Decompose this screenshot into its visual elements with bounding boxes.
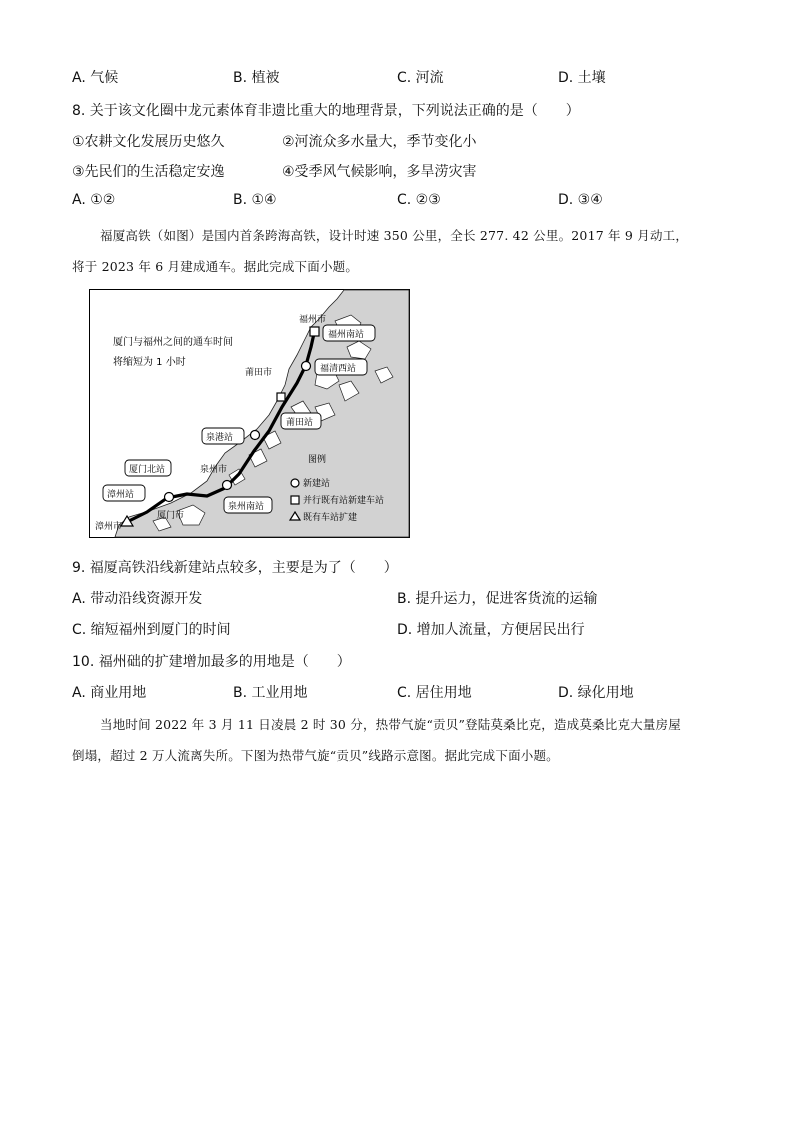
q7-option-a: A. 气候 <box>72 70 119 86</box>
q7-option-d: D. 土壤 <box>558 70 606 86</box>
station-xiamen-north: 厦门北站 <box>129 465 166 475</box>
map-note-line1: 厦门与福州之间的通车时间 <box>113 337 233 348</box>
xiamen-north-marker <box>165 493 174 502</box>
q10-option-a: A. 商业用地 <box>72 685 147 701</box>
q10-stem: 10. 福州础的扩建增加最多的用地是（ ） <box>72 654 351 670</box>
fuqing-west-marker <box>302 362 311 371</box>
q7-option-c: C. 河流 <box>397 70 444 86</box>
fuzhou-xiamen-railway-map <box>89 289 410 538</box>
passage2-line1: 当地时间 2022 年 3 月 11 日凌晨 2 时 30 分，热带气旋“贡贝”登陆莫桑比克，造成莫桑比克大量房屋 <box>100 717 681 732</box>
q8-item-3: ③先民们的生活稳定安逸 <box>72 164 225 180</box>
q8-option-a: A. ①② <box>72 192 116 208</box>
station-quangang: 泉港站 <box>206 433 234 443</box>
q8-option-d: D. ③④ <box>558 192 603 208</box>
station-zhangzhou: 漳州站 <box>107 490 135 500</box>
q10-option-d: D. 绿化用地 <box>558 685 634 701</box>
quangang-marker <box>251 431 260 440</box>
passage1-line1: 福厦高铁（如图）是国内首条跨海高铁，设计时速 350 公里，全长 277. 42 公里。2017 年 9 月动工， <box>100 228 689 243</box>
q9-option-c: C. 缩短福州到厦门的时间 <box>72 622 231 638</box>
legend-circle-icon <box>291 479 299 487</box>
q8-item-2: ②河流众多水量大，季节变化小 <box>282 134 477 150</box>
city-quanzhou: 泉州市 <box>200 465 228 475</box>
q8-option-b: B. ①④ <box>233 192 277 208</box>
q8-option-c: C. ②③ <box>397 192 441 208</box>
putian-marker <box>277 393 285 401</box>
fuzhou-south-marker <box>310 327 319 336</box>
station-quanzhou-south: 泉州南站 <box>228 502 265 512</box>
legend-parallel-station: 并行既有站新建车站 <box>303 496 385 506</box>
city-fuzhou: 福州市 <box>299 315 327 325</box>
legend-expanded-station: 既有车站扩建 <box>303 513 358 523</box>
q9-option-a: A. 带动沿线资源开发 <box>72 591 203 607</box>
q8-item-1: ①农耕文化发展历史悠久 <box>72 134 225 150</box>
legend-title: 图例 <box>308 455 327 465</box>
city-putian: 莆田市 <box>245 368 273 378</box>
quanzhou-south-marker <box>223 481 232 490</box>
legend-square-icon <box>291 496 299 504</box>
station-fuzhou-south: 福州南站 <box>328 330 365 340</box>
q8-item-4: ④受季风气候影响，多旱涝灾害 <box>282 164 477 180</box>
map-note-line2: 将缩短为 1 小时 <box>113 357 186 368</box>
city-zhangzhou: 漳州市 <box>95 522 123 532</box>
station-putian: 莆田站 <box>286 418 314 428</box>
station-fuqing-west: 福清西站 <box>320 364 357 374</box>
q8-stem: 8. 关于该文化圈中龙元素体育非遗比重大的地理背景，下列说法正确的是（ ） <box>72 103 580 119</box>
q9-stem: 9. 福厦高铁沿线新建站点较多，主要是为了（ ） <box>72 560 398 576</box>
q10-option-b: B. 工业用地 <box>233 685 308 701</box>
passage1-line2: 将于 2023 年 6 月建成通车。据此完成下面小题。 <box>72 259 359 274</box>
q9-option-b: B. 提升运力，促进客货流的运输 <box>397 591 598 607</box>
q10-option-c: C. 居住用地 <box>397 685 472 701</box>
passage2-line2: 倒塌，超过 2 万人流离失所。下图为热带气旋“贡贝”线路示意图。据此完成下面小题。 <box>72 748 559 763</box>
q9-option-d: D. 增加人流量，方便居民出行 <box>397 622 585 638</box>
q7-option-b: B. 植被 <box>233 70 280 86</box>
city-xiamen: 厦门市 <box>157 511 185 521</box>
legend-new-station: 新建站 <box>303 479 331 489</box>
